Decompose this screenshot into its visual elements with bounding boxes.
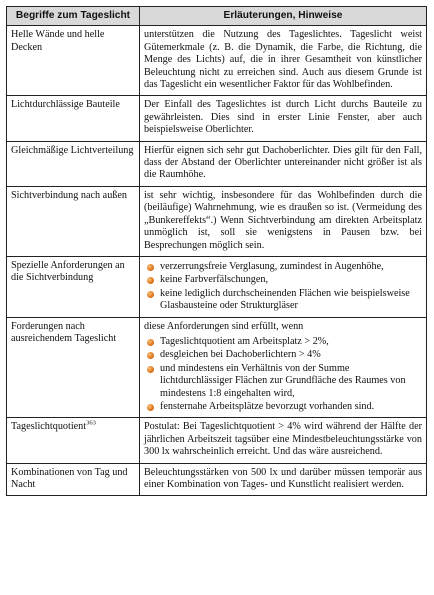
explanation-cell — [140, 463, 427, 496]
explanation-cell — [140, 186, 427, 256]
list-item — [144, 261, 422, 273]
term-label: Spezielle Anforderungen an die Sichtverbindung — [11, 259, 125, 284]
table-row — [7, 256, 427, 317]
term-label: Sichtverbindung nach außen — [11, 189, 127, 201]
explanation-cell — [140, 96, 427, 141]
table-row — [7, 317, 427, 418]
term-cell — [7, 141, 140, 186]
list-item-text: Tageslichtquotient am Arbeitsplatz > 2%, — [160, 335, 329, 347]
list-item — [144, 288, 422, 313]
explanation-cell — [140, 418, 427, 463]
explanation-text: unterstützen die Nutzung des Tageslichtes. Tageslicht weist Gütemerkmale (z. B. die Dynamik, die Farbe, die Richtung, die Menge des Lichts) auf, die in ihrer Gesamtheit von künstlicher Beleuchtung nicht zu erreichen sind. Auch aus diesem Grunde ist das Tageslicht ein wesentlicher Faktor für das Wohlbefinden. — [144, 29, 422, 91]
explanation-cell — [140, 256, 427, 317]
term-cell — [7, 26, 140, 96]
header-terms: Begriffe zum Tageslicht — [7, 7, 140, 26]
explanation-text: Hierfür eignen sich sehr gut Dachoberlichter. Dies gilt für den Fall, dass der Abstand der Oberlichter untereinander nicht größer ist als die Raumhöhe. — [144, 144, 422, 181]
orange-bullet-icon — [147, 277, 154, 284]
table-row — [7, 463, 427, 496]
footnote-reference: 363 — [86, 419, 96, 427]
term-label: Helle Wände und helle Decken — [11, 29, 105, 53]
explanation-cell — [140, 317, 427, 418]
orange-bullet-icon — [147, 352, 154, 359]
info-table — [6, 6, 427, 496]
term-label: Forderungen nach ausreichendem Tageslicht — [11, 320, 117, 344]
orange-bullet-icon — [147, 291, 154, 298]
list-item-text: und mindestens ein Verhältnis von der Summe lichtdurchlässiger Flächen zur Grundfläche des Raumes von mindestens 1:8 eingehalten wird, — [160, 362, 406, 399]
list-item — [144, 363, 422, 400]
list-item — [144, 349, 422, 361]
table-header-row — [7, 7, 427, 26]
term-label: Gleichmäßige Lichtverteilung — [11, 144, 134, 156]
term-cell — [7, 256, 140, 317]
term-label — [11, 421, 135, 433]
list-item — [144, 336, 422, 348]
list-item-text: fensternahe Arbeitsplätze bevorzugt vorhanden sind. — [160, 400, 375, 412]
term-cell — [7, 96, 140, 141]
table-row — [7, 96, 427, 141]
term-cell — [7, 317, 140, 418]
list-item-text: verzerrungsfreie Verglasung, zumindest in Augenhöhe, — [160, 260, 384, 272]
explanation-text: Postulat: Bei Tageslichtquotient > 4% wird während der Hälfte der jährlichen Arbeitszeit tagsüber eine Mindestbeleuchtungsstärke von 300 lx wahrscheinlich erreicht. Und das wäre ausreichend. — [144, 421, 422, 458]
term-label: Lichtdurchlässige Bauteile — [11, 99, 120, 111]
list-lead-text: diese Anforderungen sind erfüllt, wenn — [144, 320, 304, 332]
term-label: Kombinationen von Tag und Nacht — [11, 466, 128, 490]
orange-bullet-icon — [147, 366, 154, 373]
table-row — [7, 26, 427, 96]
table-row — [7, 186, 427, 256]
list-item — [144, 401, 422, 413]
list-item-text: keine lediglich durchscheinenden Flächen wie beispielsweise Glasbausteine oder Strukturgläser — [160, 287, 410, 312]
explanation-text: Der Einfall des Tageslichtes ist durch Licht durchs Bauteile zu gewährleisten. Dies sind in erster Linie Fenster, aber auch beispielsweise Oberlichter. — [144, 99, 422, 136]
term-cell — [7, 418, 140, 463]
orange-bullet-icon — [147, 404, 154, 411]
list-item-text: desgleichen bei Dachoberlichtern > 4% — [160, 349, 321, 361]
orange-bullet-icon — [147, 264, 154, 271]
bullet-list — [144, 261, 422, 313]
list-item-text: keine Farbverfälschungen, — [160, 274, 269, 286]
term-cell — [7, 463, 140, 496]
explanation-text: ist sehr wichtig, insbesondere für das Wohlbefinden durch die (beiläufige) Wahrnehmung, wie es draußen so ist. (Vermeidung des „Bunkereffekts“.) Wenn Sichtverbindung am direkten Arbeitsplatz unmöglich ist, soll sie wenigstens in Pausen bzw. bei Besprechungen möglich sein. — [144, 189, 422, 251]
table-row — [7, 141, 427, 186]
explanation-text: Beleuchtungsstärken von 500 lx und darüber müssen temporär aus einer Kombination von Tages- und Kunstlicht realisiert werden. — [144, 466, 422, 490]
term-cell — [7, 186, 140, 256]
term-text: Tageslichtquotient — [11, 421, 87, 433]
list-item — [144, 274, 422, 286]
orange-bullet-icon — [147, 339, 154, 346]
bullet-list — [144, 336, 422, 413]
header-explanations: Erläuterungen, Hinweise — [140, 7, 427, 26]
explanation-cell — [140, 141, 427, 186]
explanation-cell — [140, 26, 427, 96]
table-row — [7, 418, 427, 463]
